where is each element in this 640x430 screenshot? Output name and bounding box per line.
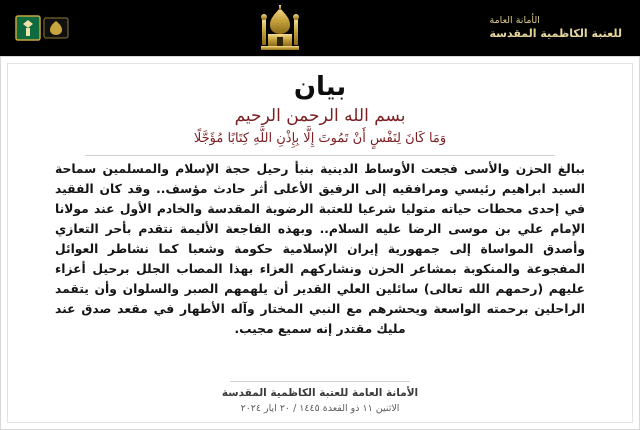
- quran-verse: وَمَا كَانَ لِنَفْسٍ أَنْ تَمُوتَ إِلَّا بِإِذْنِ اللَّهِ كِتَابًا مُؤَجَّلًا: [193, 131, 447, 147]
- basmala-line: بسم الله الرحمن الرحيم: [234, 106, 406, 126]
- document-inner-frame: [7, 63, 633, 423]
- header-organization-name: [490, 15, 627, 41]
- statement-text: [55, 160, 585, 339]
- page-title: بيان: [293, 72, 347, 102]
- signature-divider: [230, 381, 410, 382]
- document-header-banner: [0, 0, 640, 56]
- signature-organization: الأمانة العامة للعتبة الكاظمية المقدسة: [221, 387, 419, 399]
- header-org-line-2: للعتبة الكاظمية المقدسة: [489, 27, 622, 41]
- emblem-shield-icon: [14, 11, 70, 45]
- header-org-line-1: الأمانة العامة: [489, 15, 540, 27]
- signature-block: [22, 375, 618, 418]
- header-divider: [85, 155, 555, 156]
- document-body-frame: [0, 56, 640, 430]
- shrine-dome-icon: [258, 5, 302, 51]
- statement-paragraph: ببالغ الحزن والأسى فجعت الأوساط الدينية بنبأ رحيل حجة الإسلام والمسلمين سماحة السيد ابراهيم رئيسي ومرافقيه إلى الرفيق الأعلى أثر حادث مؤسف.. وقد كان الفقيد في إحدى محطات حياته متوليا شرعيا للعتبة الرضوية المقدسة والخادم الأول عند مولانا الإمام علي بن موسى الرضا عليه السلام.. وبهذه الفاجعة الأليمة نتقدم بأحر التعازي وأصدق المواساة إلى جمهورية إيران الإسلامية حكومة وشعبا كما نشاطر العوائل المفجوعة والمنكوبة بمشاعر الحزن ونشاركهم العزاء بهذا المصاب الجلل برحيل أعزاء عليهم (رحمهم الله تعالى) سائلين العلي القدير أن يلهمهم الصبر والسلوان وأن يتقمد الراحلين برحمته الواسعة ويحشرهم مع النبي المختار وآله الأطهار في مقعد صدق عند مليك مقتدر إنه سميع مجيب.: [55, 162, 585, 336]
- signature-date: الاثنين ١١ ذو القعدة ١٤٤٥ / ٢٠ ايار ٢٠٢٤: [240, 402, 400, 414]
